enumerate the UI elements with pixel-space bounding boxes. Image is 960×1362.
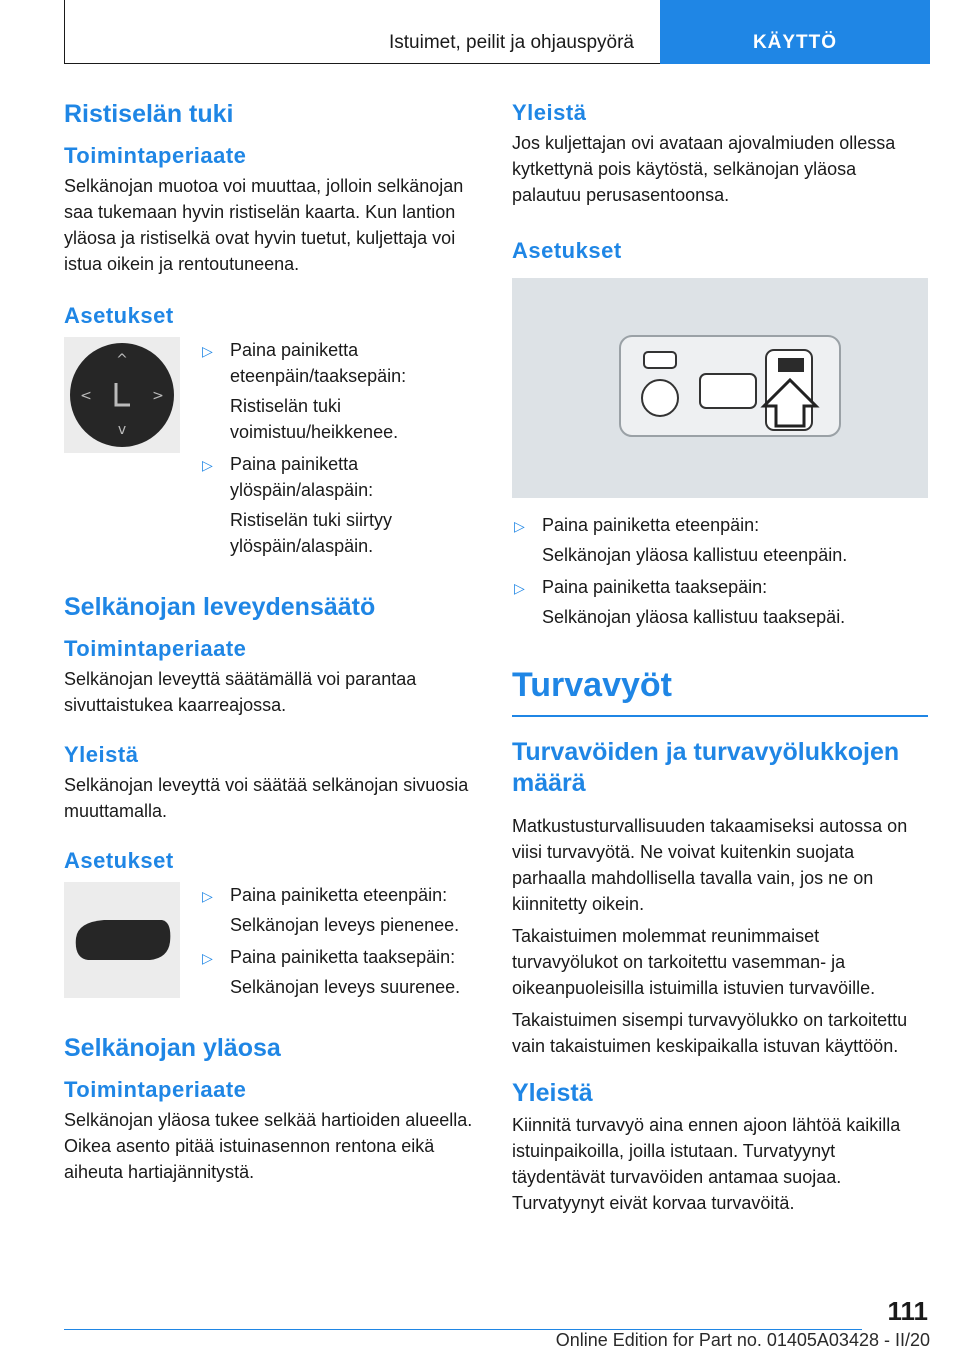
heading-settings: Asetukset [64,303,174,328]
step-text: Paina painiketta taaksepäin: [230,947,456,967]
text-paragraph: Takaistuimen molemmat reunimmaiset turvavyölukot on tarkoitettu vasemman- ja oikeanpuoleisilla istuimilla istuvien turvavöille. [512,926,876,998]
step-text: Paina painiketta ylöspäin/alaspäin: [230,454,374,500]
step-text: Paina painiketta eteenpäin: [230,885,448,905]
chapter-title-seatbelts: Turvavyöt [512,666,672,704]
text-principle: Selkänojan yläosa tukee selkää hartioiden alueella. Oikea asento pitää istuinasennon rentona eikä aiheuta hartiajännitystä. [64,1110,473,1182]
step-marker-icon: ▷ [202,343,213,359]
step-marker-icon: ▷ [514,518,525,534]
heading-lumbar-support: Ristiselän tuki [64,100,234,128]
seat-controls-image [512,278,928,498]
step-marker-icon: ▷ [202,457,213,473]
step-marker-icon: ▷ [202,888,213,904]
heading-general: Yleistä [64,742,139,767]
heading-general: Yleistä [512,1079,593,1107]
step-text: Paina painiketta eteenpäin/taaksepäin: [230,340,407,386]
text-general: Kiinnitä turvavyö aina ennen ajoon lähtöä kaikilla istuinpaikoilla, joilla istutaan. Turvatyynyt täydentävät turvavöiden antamaa suojaa. Turvatyynyt eivät korvaa turvavöitä. [512,1115,901,1213]
step-result: Selkänojan yläosa kallistuu taaksepäi. [542,607,846,627]
heading-backrest-width: Selkänojan leveydensäätö [64,593,376,621]
page-number: 111 [887,1296,928,1326]
text-general: Selkänojan leveyttä voi säätää selkänojan sivuosia muuttamalla. [64,775,469,821]
step-item [200,337,480,389]
left-column [64,100,480,1185]
step-item [200,882,480,908]
step-result: Selkänojan yläosa kallistuu eteenpäin. [542,545,848,565]
text-paragraph: Matkustusturvallisuuden takaamiseksi autossa on viisi turvavyötä. Ne voivat kuitenkin suojata parhaalla mahdollisella tavalla vain, jos ne on kiinnitetty oikein. [512,816,908,914]
right-column [512,100,928,1216]
step-marker-icon: ▷ [202,950,213,966]
svg-text:v: v [117,422,127,438]
step-result: Ristiselän tuki siirtyy ylöspäin/alaspäin. [230,510,393,556]
seat-controls-icon [512,278,928,498]
step-text: Paina painiketta eteenpäin: [542,515,760,535]
heading-seatbelt-count: Turvavöiden ja turvavyölukkojen määrä [512,738,900,797]
step-text: Paina painiketta taaksepäin: [542,577,768,597]
svg-text:<: < [80,388,92,404]
header-section-title: Istuimet, peilit ja ohjauspyörä [388,32,634,53]
lumbar-control-image [64,337,180,453]
width-control-image [64,882,180,998]
step-result: Selkänojan leveys suurenee. [230,977,461,997]
text-general: Jos kuljettajan ovi avataan ajovalmiuden ollessa kytkettynä pois käytöstä, selkänojan yläosa palautuu perusasentoonsa. [512,133,896,205]
step-result: Selkänojan leveys pienenee. [230,915,460,935]
text-principle: Selkänojan muotoa voi muuttaa, jolloin selkänojan saa tukemaan hyvin ristiselän kaarta. Kun lantion yläosa ja ristiselkä ovat hyvin tuetut, kuljettaja voi istua oikein ja rentoutuneena. [64,176,464,274]
svg-text:>: > [152,388,164,404]
heading-principle: Toimintaperiaate [64,636,247,661]
step-item [512,574,928,600]
edition-note: Online Edition for Part no. 01405A03428 - II/20 [555,1330,930,1350]
header-chapter-tab[interactable]: KÄYTTÖ [660,0,930,64]
heading-backrest-upper: Selkänojan yläosa [64,1034,281,1062]
width-button-icon [64,882,180,998]
chapter-rule [512,715,928,717]
heading-principle: Toimintaperiaate [64,143,247,168]
step-item [200,944,480,970]
step-item [512,512,928,538]
heading-general: Yleistä [512,100,587,125]
text-paragraph: Takaistuimen sisempi turvavyölukko on tarkoitettu vain takaistuimen keskipaikalla istuvan käyttöön. [512,1010,908,1056]
step-item [200,451,480,503]
svg-text:^: ^ [116,352,128,368]
heading-settings: Asetukset [512,238,622,263]
heading-settings: Asetukset [64,848,174,873]
step-result: Ristiselän tuki voimistuu/heikkenee. [230,396,399,442]
text-principle: Selkänojan leveyttä säätämällä voi parantaa sivuttaistukea kaarreajossa. [64,669,417,715]
lumbar-knob-icon [64,337,180,453]
heading-principle: Toimintaperiaate [64,1077,247,1102]
step-marker-icon: ▷ [514,580,525,596]
